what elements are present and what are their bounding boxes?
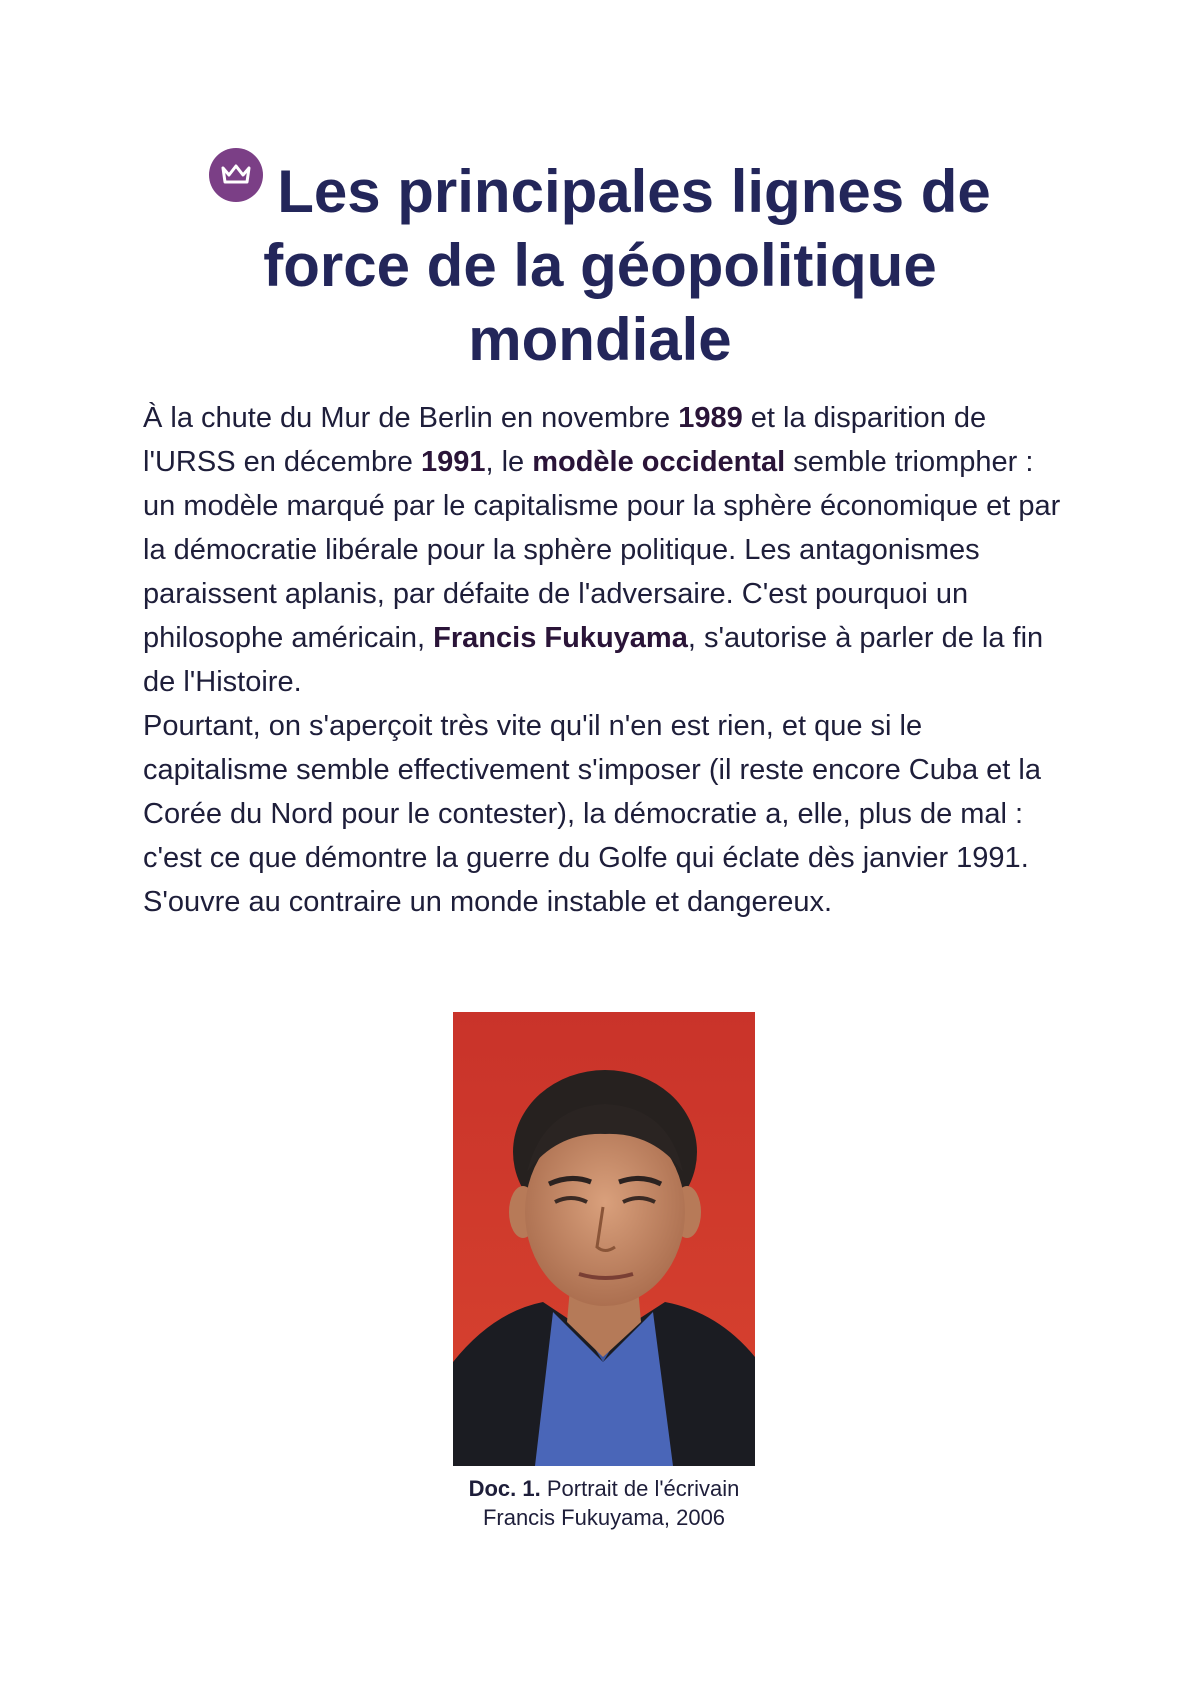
page-title	[140, 148, 1060, 377]
text-run: semble triompher : un modèle marqué par le capitalisme pour la sphère économique et par la démocratie libérale pour la sphère politique. Les antagonismes paraissent aplanis, par défaite de l'adversaire. C'est pourquoi un philosophe américain,	[143, 446, 1061, 654]
page-title-text: Les principales lignes de force de la géopolitique mondiale	[263, 158, 991, 373]
article-body	[143, 396, 1073, 924]
paragraph-2: Pourtant, on s'aperçoit très vite qu'il n'en est rien, et que si le capitalisme semble effectivement s'imposer (il reste encore Cuba et la Corée du Nord pour le contester), la démocratie a, elle, plus de mal : c'est ce que démontre la guerre du Golfe qui éclate dès janvier 1991. S'ouvre au contraire un monde instable et dangereux.	[143, 710, 1041, 918]
portrait-image	[453, 1012, 755, 1466]
bold-date-1991: 1991	[420, 446, 486, 478]
bold-date-1989: 1989	[678, 402, 743, 434]
caption-text-line-2: Francis Fukuyama, 2006	[482, 1505, 726, 1530]
figure-doc-1	[453, 1012, 755, 1532]
paragraph-1	[143, 396, 1073, 704]
text-run: , le	[485, 446, 533, 478]
bold-name-fukuyama: Francis Fukuyama	[433, 622, 688, 654]
caption-label: Doc. 1.	[468, 1476, 541, 1501]
text-run: et la disparition de l'URSS en décembre	[143, 402, 987, 478]
text-run: , s'autorise à parler de la fin de l'Histoire.	[143, 622, 1044, 698]
crown-icon	[209, 148, 263, 202]
bold-term-western-model: modèle occidental	[532, 446, 786, 478]
text-run: À la chute du Mur de Berlin en novembre	[143, 402, 679, 434]
caption-text-line-1: Portrait de l'écrivain	[540, 1476, 740, 1501]
figure-caption	[453, 1474, 755, 1532]
